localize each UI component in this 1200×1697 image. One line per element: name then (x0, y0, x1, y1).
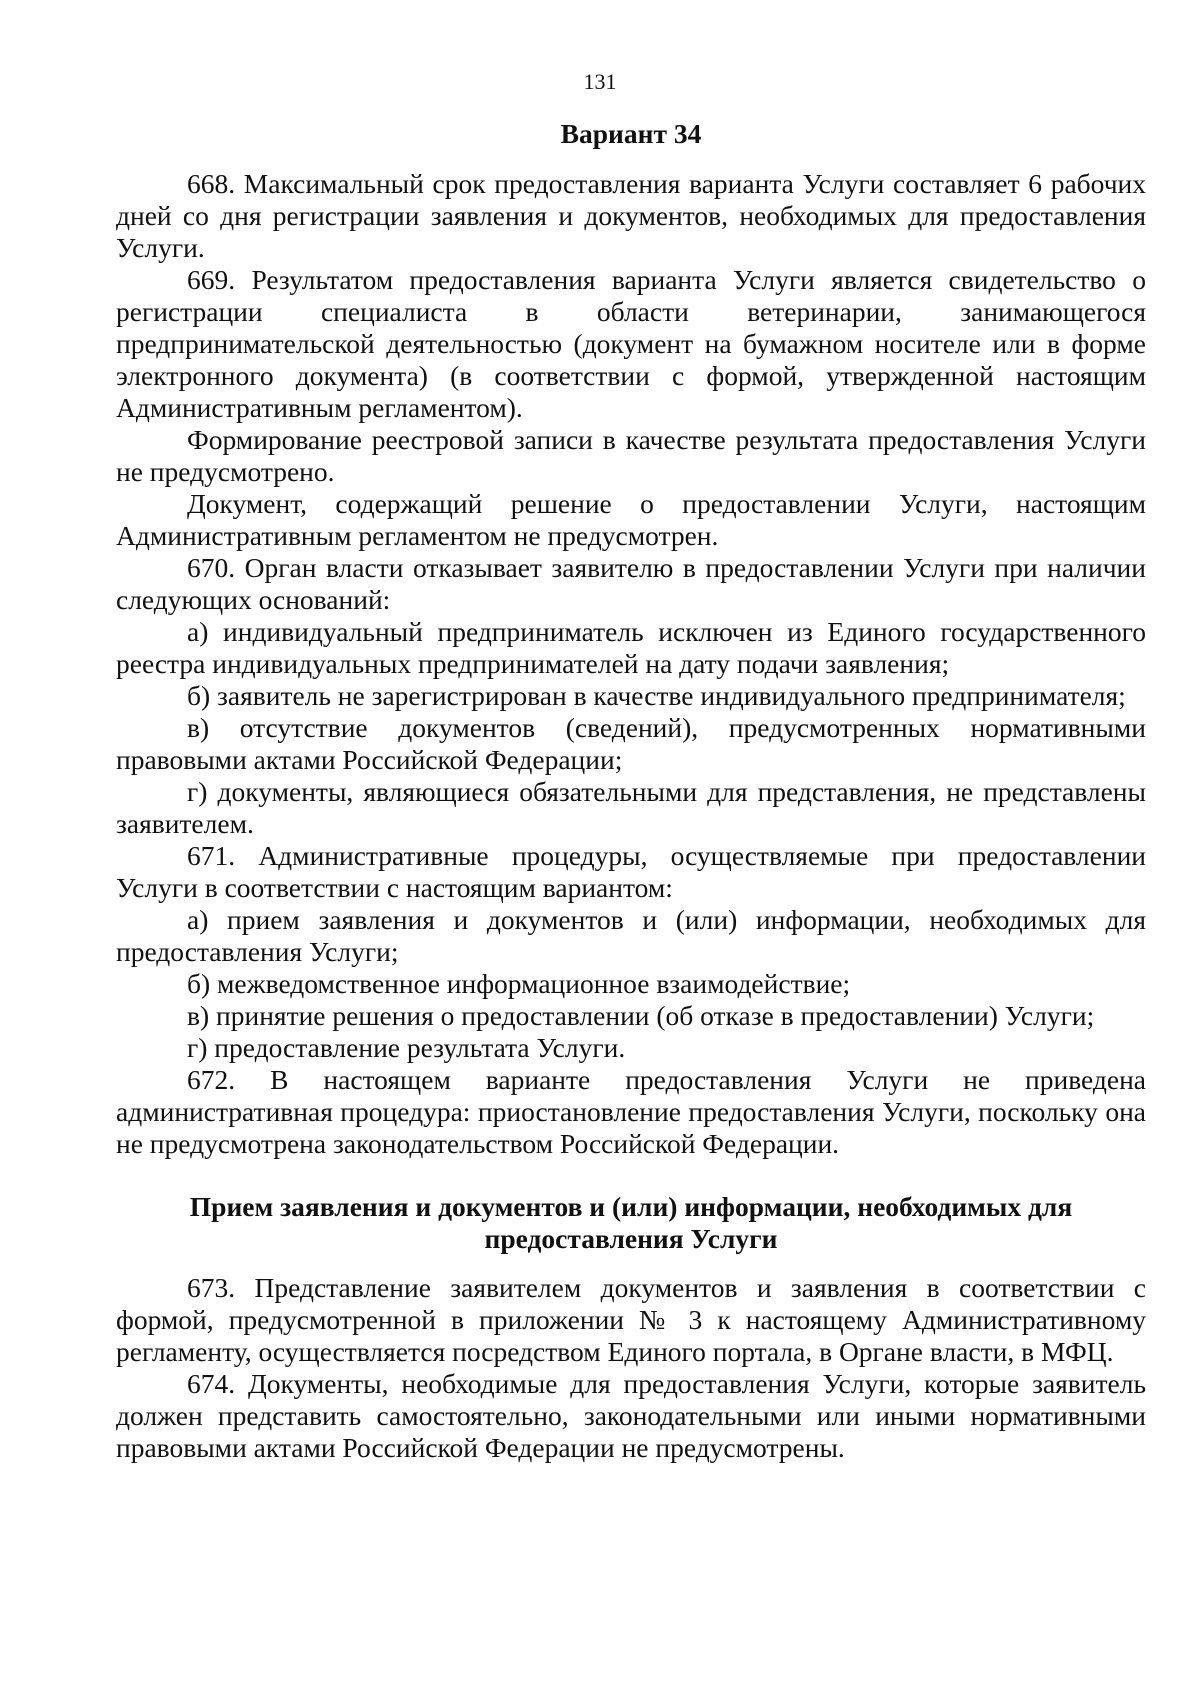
list-item-670-b: б) заявитель не зарегистрирован в качестве индивидуального предпринимателя; (187, 680, 1126, 711)
section-heading-line-2: предоставления Услуги (484, 1223, 778, 1254)
paragraph-registry-record: Формирование реестровой записи в качестве результата предоставления Услуги не предусмотрено. (116, 424, 1146, 487)
paragraph-672: 672. В настоящем варианте предоставления Услуги не приведена административная процедура: приостановление предоставления Услуги, поскольку она не предусмотрена законодательством Российской Федерации. (116, 1064, 1146, 1159)
list-item-671-a: а) прием заявления и документов и (или) информации, необходимых для предоставления Услуги; (116, 904, 1146, 967)
list-item-670-v: в) отсутствие документов (сведений), предусмотренных нормативными правовыми актами Российской Федерации; (116, 712, 1146, 775)
paragraph-669: 669. Результатом предоставления варианта Услуги является свидетельство о регистрации специалиста в области ветеринарии, занимающегося предпринимательской деятельностью (документ на бумажном носителе или в форме электронного документа) (в соответствии с формой, утвержденной настоящим Административным регламентом). (116, 264, 1146, 423)
paragraph-673: 673. Представление заявителем документов и заявления в соответствии с формой, предусмотренной в приложении № 3 к настоящему Административному регламенту, осуществляется посредством Единого портала, в Органе власти, в МФЦ. (116, 1272, 1146, 1367)
document-body (116, 118, 1146, 1464)
list-item-671-b: б) межведомственное информационное взаимодействие; (187, 968, 851, 999)
section-heading-line-1: Прием заявления и документов и (или) информации, необходимых для (189, 1191, 1073, 1222)
section-heading (116, 1191, 1146, 1255)
variant-heading: Вариант 34 (560, 118, 702, 149)
paragraph-668: 668. Максимальный срок предоставления варианта Услуги составляет 6 рабочих дней со дня регистрации заявления и документов, необходимых для предоставления Услуги. (116, 168, 1146, 263)
list-item-670-g: г) документы, являющиеся обязательными для представления, не представлены заявителем. (116, 776, 1146, 839)
list-item-670-a: а) индивидуальный предприниматель исключен из Единого государственного реестра индивидуальных предпринимателей на дату подачи заявления; (116, 616, 1146, 679)
paragraph-670: 670. Орган власти отказывает заявителю в предоставлении Услуги при наличии следующих оснований: (116, 552, 1146, 615)
paragraph-674: 674. Документы, необходимые для предоставления Услуги, которые заявитель должен представить самостоятельно, законодательными или иными нормативными правовыми актами Российской Федерации не предусмотрены. (116, 1368, 1146, 1463)
page-number: 131 (583, 69, 617, 94)
paragraph-group-section (116, 1272, 1146, 1464)
list-item-671-g: г) предоставление результата Услуги. (187, 1032, 626, 1063)
paragraph-decision-document: Документ, содержащий решение о предоставлении Услуги, настоящим Административным регламентом не предусмотрен. (116, 488, 1146, 551)
list-item-671-v: в) принятие решения о предоставлении (об отказе в предоставлении) Услуги; (187, 1000, 1095, 1031)
paragraph-671: 671. Административные процедуры, осуществляемые при предоставлении Услуги в соответствии с настоящим вариантом: (116, 840, 1146, 903)
paragraph-group-main (116, 168, 1146, 1160)
